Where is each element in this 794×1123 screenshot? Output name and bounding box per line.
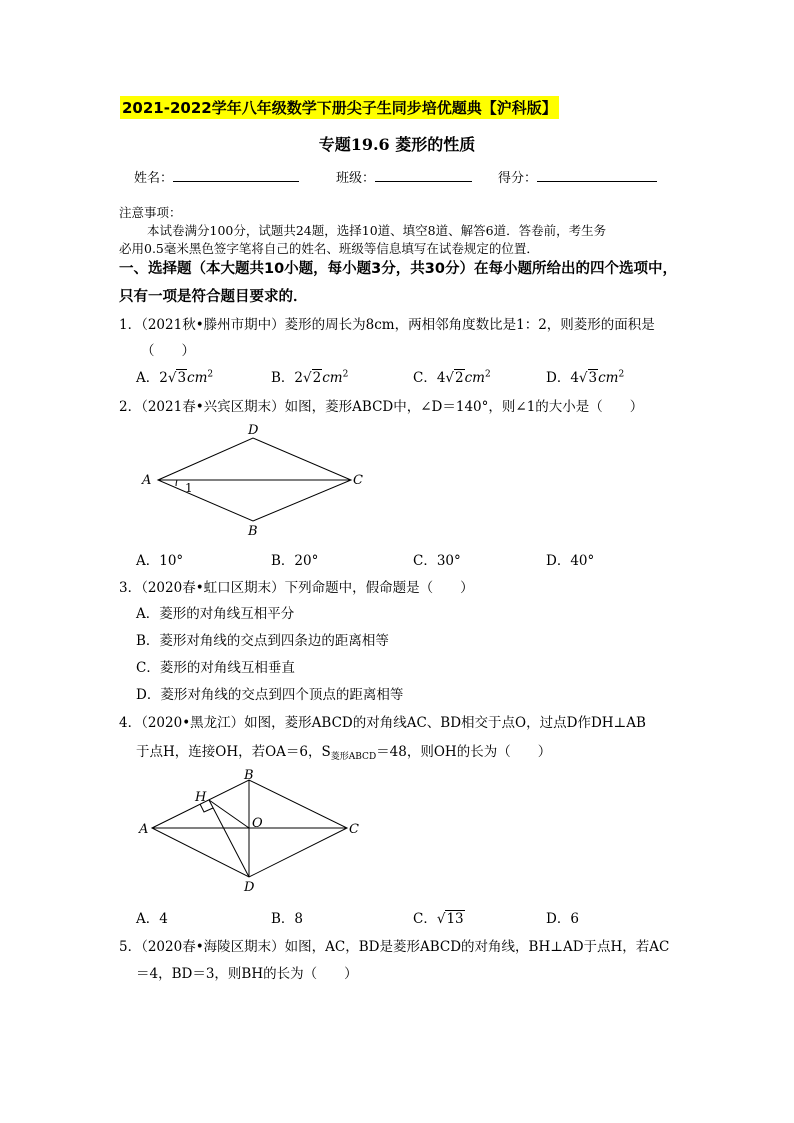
section-heading-1: 一、选择题（本大题共10小题，每小题3分，共30分）在每小题所给出的四个选项中， [119,261,677,277]
q4-c-prefix: C． [413,911,437,927]
rhombus-figure-q4 [135,765,375,895]
class-blank[interactable] [375,169,472,182]
question-1-text: 1．（2021秋•滕州市期中）菱形的周长为8cm，两相邻角度数比是1：2，则菱形的面积是 [119,317,655,333]
notes-line-2: 必用0.5毫米黑色签字笔将自己的姓名、班级等信息填写在试卷规定的位置． [119,241,539,256]
q4-line2-suffix: ＝48，则OH的长为（ ） [376,744,552,760]
q1-b-exp: 2 [342,369,349,380]
section-heading-2: 只有一项是符合题目要求的． [119,289,308,305]
q2-label-angle-1: 1 [185,481,193,495]
class-label: 班级： [336,171,376,186]
question-5-line-2: ＝4，BD＝3，则BH的长为（ ） [136,966,358,982]
question-1-paren: （ ） [141,343,195,359]
q2-label-d: D [248,423,259,438]
q1-d-exp: 2 [618,369,625,380]
q2-option-a[interactable]: A．10° [136,553,184,569]
q4-right-angle-mark [200,804,213,812]
q2-angle-arc [176,480,177,486]
q1-a-prefix: A．2 [136,370,168,386]
q4-label-d: D [244,880,255,895]
q1-c-unit: cm [464,370,485,386]
q4-label-h: H [195,790,207,805]
page-title: 专题19.6 菱形的性质 [318,135,476,154]
q2-label-a: A [142,473,152,488]
q2-option-b[interactable]: B．20° [271,553,319,569]
q4-option-d[interactable]: D．6 [546,911,579,927]
score-blank[interactable] [537,169,657,182]
q4-segment-oh [209,800,249,828]
notes-heading: 注意事项： [119,205,182,220]
q1-c-prefix: C．4 [413,370,446,386]
question-5-line-1: 5．（2020春•海陵区期末）如图，AC，BD是菱形ABCD的对角线，BH⊥AD于点H，若AC [119,939,670,955]
q1-a-radicand: 3 [177,370,187,386]
q4-segment-dh [209,800,249,877]
q3-option-b[interactable]: B．菱形对角线的交点到四条边的距离相等 [136,633,389,649]
q1-d-unit: cm [598,370,619,386]
q1-b-unit: cm [322,370,343,386]
rhombus-figure-q2 [135,418,375,540]
q4-label-b: B [244,768,254,783]
score-field [498,167,657,186]
q1-c-exp: 2 [485,369,491,380]
q4-label-c: C [349,822,359,837]
q1-option-a[interactable]: A．$2√3cm^2$ [136,369,214,386]
q2-label-b: B [248,524,258,539]
q1-a-exp: 2 [207,369,214,380]
q1-d-prefix: D．4 [546,370,579,386]
question-3-text: 3．（2020春•虹口区期末）下列命题中，假命题是（ ） [119,580,474,596]
q4-option-b[interactable]: B．8 [271,911,304,927]
q1-a-unit: cm [187,370,208,386]
question-4-line-2 [136,740,551,760]
q1-option-d[interactable]: D．$4√3cm^2$ [546,369,625,386]
q1-option-c[interactable]: C．$4√2cm^2$ [413,369,491,386]
class-field [336,167,472,186]
document-banner: 2021-2022学年八年级数学下册尖子生同步培优题典【沪科版】 [120,96,559,119]
q3-option-d[interactable]: D．菱形对角线的交点到四个顶点的距离相等 [136,687,404,703]
notes-line-1: 本试卷满分100分，试题共24题，选择10道、填空8道、解答6道．答卷前，考生务 [147,223,607,238]
name-label: 姓名： [134,171,174,186]
q4-option-a[interactable]: A．4 [136,911,168,927]
q4-line2-prefix: 于点H，连接OH，若OA＝6，S [136,744,331,760]
question-2-text: 2．（2021春•兴宾区期末）如图，菱形ABCD中，∠D＝140°，则∠1的大小是（ ） [119,399,644,415]
q2-option-d[interactable]: D．40° [546,553,595,569]
q4-area-subscript: 菱形ABCD [330,752,377,762]
q3-option-c[interactable]: C．菱形的对角线互相垂直 [136,660,295,676]
name-field [134,167,299,186]
q2-option-c[interactable]: C．30° [413,553,461,569]
q4-c-radicand: 13 [446,911,464,927]
name-blank[interactable] [173,169,299,182]
q4-option-c[interactable]: C．√13 [413,911,464,927]
score-label: 得分： [498,171,538,186]
q1-option-b[interactable]: B．$2√2cm^2$ [271,369,349,386]
q1-b-radicand: 2 [312,370,322,386]
q1-c-radicand: 2 [455,370,464,386]
question-4-line-1: 4．（2020•黑龙江）如图，菱形ABCD的对角线AC、BD相交于点O，过点D作DH⊥AB [119,715,646,731]
q1-b-prefix: B．2 [271,370,304,386]
q1-d-radicand: 3 [588,370,598,386]
q2-label-c: C [353,473,363,488]
q4-label-a: A [139,822,149,837]
q4-label-o: O [252,816,263,831]
q3-option-a[interactable]: A．菱形的对角线互相平分 [136,606,295,622]
